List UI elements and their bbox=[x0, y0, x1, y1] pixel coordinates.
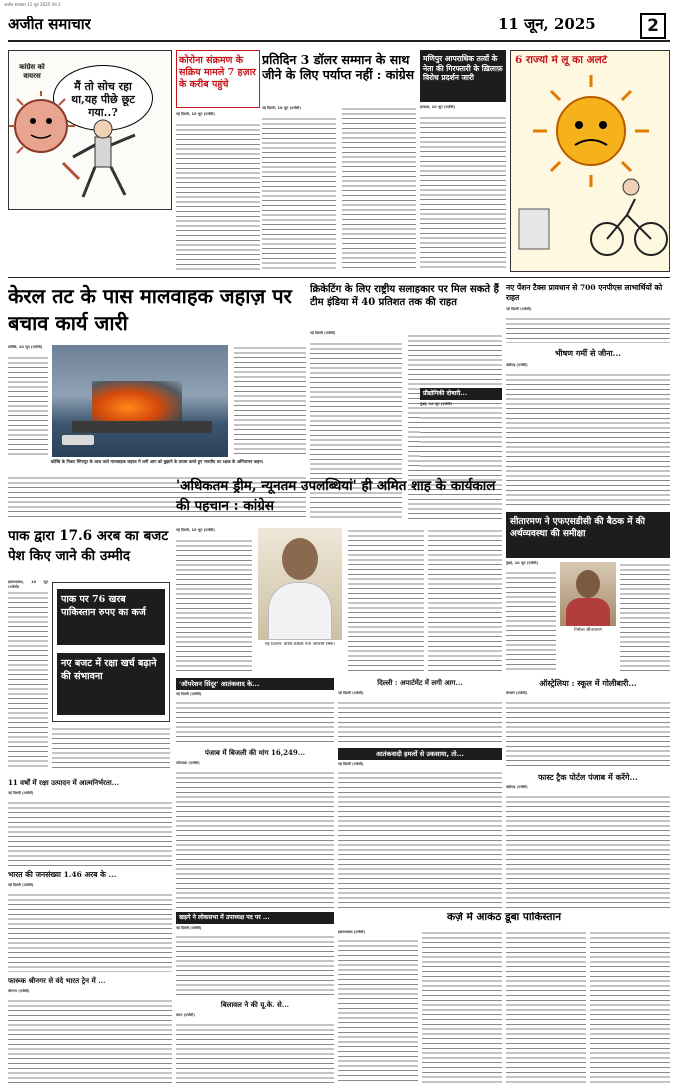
jairam-ramesh-caption: नई दिल्ली: वरिष्ठ कांग्रेस नेता जयराम रमेश। bbox=[264, 642, 336, 647]
tax-story bbox=[506, 283, 670, 343]
pak-budget-body bbox=[52, 726, 170, 770]
print-line: अजीत समाचार 11 जून 2025 पेज 2 bbox=[4, 2, 61, 7]
pak-budget-story bbox=[8, 526, 172, 774]
sun-bicycle-icon bbox=[511, 69, 670, 272]
sitharaman-dateline: मुंबई, 10 जून (एजेंसी) bbox=[506, 561, 539, 565]
fastrack-dateline: चंडीगढ़ (एजेंसी) bbox=[506, 785, 528, 789]
fastrack-body bbox=[506, 794, 670, 912]
pak-debt-col4 bbox=[590, 930, 670, 1084]
congress-dollar-col2 bbox=[342, 106, 416, 270]
kerala-photo-caption: कोच्चि के निकट सिंगापुर के ध्वज वाले मालवाहक जहाज़ में लगी आग को बुझाने के प्रयास करते हुए भारतीय तट रक्षक के अग्निशमन वाहन। bbox=[50, 459, 264, 464]
heat-headline: भीषण गर्मी से जीना... bbox=[554, 348, 622, 358]
bilawal-dateline: लंदन (एजेंसी) bbox=[176, 1013, 195, 1017]
tax-body bbox=[506, 316, 670, 343]
pak-debt-col2 bbox=[422, 930, 502, 1084]
amit-shah-dateline: नई दिल्ली, 10 जून (एजेंसी) bbox=[176, 528, 215, 532]
sitharaman-caption: निर्मला सीतारमण bbox=[574, 628, 602, 633]
pak-budget-dateline: इस्लामाबाद, 10 जून (एजेंसी) bbox=[8, 580, 48, 588]
amit-shah-col4 bbox=[428, 528, 502, 672]
masthead bbox=[8, 12, 670, 42]
punjab-power-story bbox=[176, 748, 334, 908]
fastrack-headline: फास्ट ट्रैक पोर्टल पंजाब में करेंगे... bbox=[538, 772, 638, 782]
covid-dateline: नई दिल्ली, 10 जून (एजेंसी) bbox=[176, 112, 215, 116]
heat-body bbox=[506, 372, 670, 508]
covid-body bbox=[176, 122, 260, 270]
tech-body bbox=[420, 410, 502, 470]
delhi-fire-headline: दिल्ली : अपार्टमेंट में लगी आग... bbox=[377, 678, 463, 687]
australia-body bbox=[506, 700, 670, 768]
manipur-dateline: इम्फाल, 10 जून (एजेंसी) bbox=[420, 105, 456, 109]
kharge-headline: खड़गे ने लोकसभा में उपाध्यक्ष पद पर ... bbox=[176, 912, 334, 924]
congress-dollar-dateline: नई दिल्ली, 10 जून (एजेंसी) bbox=[262, 106, 301, 110]
cricket-dateline: नई दिल्ली (एजेंसी) bbox=[310, 331, 336, 335]
speech-bubble: मैं तो सोच रहा था,यह पीछे छूट गया..? bbox=[53, 65, 153, 131]
delhi-fire-dateline: नई दिल्ली (एजेंसी) bbox=[338, 691, 364, 695]
kharge-body bbox=[176, 934, 334, 996]
terror-headline: आतंकवादी हमलों से उकसाया, तो... bbox=[338, 748, 502, 760]
pak-debt-dateline: इस्लामाबाद (एजेंसी) bbox=[338, 930, 366, 934]
tech-story bbox=[420, 388, 502, 470]
sitharaman-photo bbox=[560, 562, 616, 626]
covid-headline: कोरोना संक्रमण के सक्रिय मामले 7 हज़ार के करीब पहुंचे bbox=[176, 50, 260, 108]
farooq-body bbox=[8, 998, 172, 1084]
amit-shah-story bbox=[176, 476, 502, 674]
pak-debt-callout: पाक पर 76 खरब पाकिस्तान रुपए का कर्ज bbox=[57, 589, 165, 645]
pak-debt-col1 bbox=[338, 938, 418, 1084]
punjab-power-headline: पंजाब में बिजली की मांग 16,249... bbox=[204, 748, 306, 757]
sitharaman-story bbox=[506, 512, 670, 674]
sindoor-headline: 'ऑपरेशन सिंदूर' आतंकवाद के... bbox=[176, 678, 334, 690]
pak-debt-headline: कर्ज़ में आकंठ डूबा पाकिस्तान bbox=[446, 912, 562, 923]
australia-headline: ऑस्ट्रेलिया : स्कूल में गोलीबारी... bbox=[539, 678, 637, 688]
pak-budget-headline: पाक द्वारा 17.6 अरब का बजट पेश किए जाने की उम्मीद bbox=[8, 528, 169, 564]
australia-story bbox=[506, 678, 670, 768]
kerala-col1 bbox=[8, 355, 48, 455]
punjab-power-body bbox=[176, 770, 334, 908]
eleven-years-headline: 11 वर्षों में रक्षा उत्पादन में आत्मनिर्भरता... bbox=[8, 778, 119, 787]
farooq-headline: फारूक श्रीनगर से वंदे भारत ट्रेन में ... bbox=[8, 976, 106, 985]
eleven-years-body bbox=[8, 800, 172, 866]
eleven-years-story bbox=[8, 778, 172, 866]
terror-dateline: नई दिल्ली (एजेंसी) bbox=[338, 762, 364, 766]
fastrack-story bbox=[506, 772, 670, 912]
section-divider bbox=[8, 277, 670, 278]
farooq-story bbox=[8, 976, 172, 1084]
sindoor-dateline: नई दिल्ली (एजेंसी) bbox=[176, 692, 202, 696]
delhi-fire-body bbox=[338, 700, 502, 744]
congress-dollar-story bbox=[262, 50, 416, 272]
kharge-story bbox=[176, 912, 334, 996]
pak-budget-col1 bbox=[8, 590, 48, 770]
sitharaman-headline: सीतारमण ने एफएसडीसी की बैठक में की अर्थव्यवस्था की समीक्षा bbox=[506, 512, 670, 558]
terror-story bbox=[338, 748, 502, 908]
pak-debt-col3 bbox=[506, 930, 586, 1084]
punjab-power-dateline: पटियाला (एजेंसी) bbox=[176, 761, 200, 765]
population-body bbox=[8, 892, 172, 972]
tax-headline: नए पेंशन टैक्स प्रावधान से 700 एनपीएस लाभार्थियों को राहत bbox=[506, 283, 663, 302]
issue-date: 11 जून, 2025 bbox=[498, 16, 596, 33]
eleven-years-dateline: नई दिल्ली (एजेंसी) bbox=[8, 791, 34, 795]
sitharaman-col1 bbox=[506, 570, 556, 672]
tech-headline: प्रौद्योगिकी दोषारी... bbox=[420, 388, 502, 400]
bilawal-story bbox=[176, 1000, 334, 1084]
australia-dateline: मेलबर्न (एजेंसी) bbox=[506, 691, 528, 695]
heat-cartoon-title: 6 राज्यों में लू का अलर्ट bbox=[515, 55, 608, 66]
manipur-headline: मणिपुर आपराधिक तत्वों के नेता की गिरफ्तारी के ख़िलाफ़ विरोध प्रदर्शन जारी bbox=[420, 50, 506, 102]
delhi-fire-story bbox=[338, 678, 502, 744]
amit-shah-headline: 'अधिकतम ड्रीम, न्यूनतम उपलब्धियां' ही अमित शाह के कार्यकाल की पहचान : कांग्रेस bbox=[176, 478, 496, 514]
manipur-story bbox=[420, 50, 506, 272]
congress-dollar-headline: प्रतिदिन 3 डॉलर सम्मान के साथ जीने के लिए पर्याप्त नहीं : कांग्रेस bbox=[262, 52, 415, 82]
tech-dateline: मुंबई, 10 जून (एजेंसी) bbox=[420, 402, 453, 406]
pak-budget-graphic bbox=[52, 582, 170, 722]
heat-cartoon bbox=[510, 50, 670, 272]
tax-dateline: नई दिल्ली (एजेंसी) bbox=[506, 307, 532, 311]
kharge-dateline: नई दिल्ली (एजेंसी) bbox=[176, 926, 202, 930]
bilawal-headline: बिलावल ने की यू.के. से... bbox=[220, 1000, 290, 1009]
terror-body bbox=[338, 770, 502, 908]
kerala-dateline: कोच्चि, 10 जून (एजेंसी) bbox=[8, 345, 43, 349]
sindoor-body bbox=[176, 700, 334, 744]
heat-story bbox=[506, 348, 670, 508]
virus-label: कांग्रेस को वायरस bbox=[19, 63, 45, 80]
bilawal-body bbox=[176, 1022, 334, 1084]
manipur-body bbox=[420, 115, 506, 270]
page-number: 2 bbox=[640, 13, 666, 39]
sindoor-story bbox=[176, 678, 334, 744]
jairam-ramesh-photo bbox=[258, 528, 342, 640]
population-story bbox=[8, 870, 172, 972]
farooq-dateline: श्रीनगर (एजेंसी) bbox=[8, 989, 30, 993]
paper-name: अजीत समाचार bbox=[8, 16, 91, 33]
sitharaman-col3 bbox=[620, 562, 670, 672]
pak-debt-story bbox=[338, 912, 670, 1084]
congress-dollar-col1 bbox=[262, 116, 336, 270]
cricket-headline: क्रिकेटिंग के लिए राष्ट्रीय सलाहकार पर मिल सकते हैं टीम इंडिया में 40 प्रतिशत तक की राहत bbox=[310, 284, 499, 308]
covid-story bbox=[176, 50, 260, 272]
virus-figure-icon bbox=[9, 91, 172, 210]
ship-fire-photo bbox=[52, 345, 228, 457]
kerala-col3 bbox=[234, 345, 306, 457]
pak-defense-callout: नए बजट में रक्षा खर्च बढ़ाने की संभावना bbox=[57, 653, 165, 715]
kerala-headline: केरल तट के पास मालवाहक जहाज़ पर बचाव कार्य जारी bbox=[8, 284, 292, 335]
population-headline: भारत की जनसंख्या 1.46 अरब के ... bbox=[8, 870, 117, 879]
virus-cartoon bbox=[8, 50, 172, 210]
population-dateline: नई दिल्ली (एजेंसी) bbox=[8, 883, 34, 887]
heat-dateline: चंडीगढ़ (एजेंसी) bbox=[506, 363, 528, 367]
amit-shah-col1 bbox=[176, 538, 252, 672]
amit-shah-col3 bbox=[348, 528, 424, 672]
